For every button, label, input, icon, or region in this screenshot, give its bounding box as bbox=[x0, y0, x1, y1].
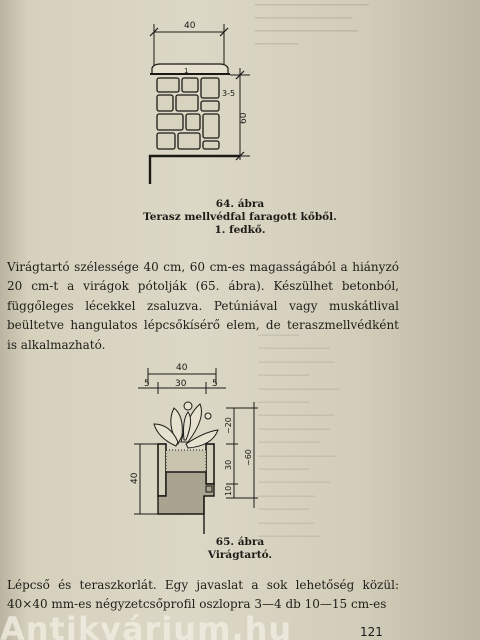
fig65-dim-side-left: 40 bbox=[130, 472, 140, 484]
figure-65-drawing bbox=[126, 358, 276, 534]
body-paragraph: Virágtartó szélessége 40 cm, 60 cm-es magasságából a hiányzó 20 cm-t a virágok pótolják (65. ábra). Készülhet betonból, függőleges lécekkel zsaluzva. Petúniával vagy muskátlival beültetve hangulatos lépcsőkísérő elem, de teraszmellvédként is alkalmazható. bbox=[7, 260, 399, 352]
fig65-dim-mid: 30 bbox=[175, 379, 187, 389]
bottom-paragraph: Lépcső és teraszkorlát. Egy javaslat a sok lehetőség közül: 40×40 mm-es négyzetcsőprofil oszlopra 3—4 db 10—15 cm-es bbox=[7, 578, 399, 611]
fig64-caption-number: 64. ábra bbox=[215, 198, 265, 210]
fig64-caption-title: Terasz mellvédfal faragott kőből. bbox=[143, 211, 337, 223]
watermark-text: Antikvárium.hu bbox=[0, 610, 293, 640]
fig65-dim-r-total: ~60 bbox=[244, 449, 253, 466]
antikvarium-watermark bbox=[0, 610, 480, 640]
fig65-dim-total: 40 bbox=[176, 363, 188, 373]
fig65-dim-r2: 30 bbox=[224, 459, 233, 470]
page-number: 121 bbox=[360, 625, 383, 639]
fig65-dim-right: 5 bbox=[212, 379, 218, 389]
fig64-dim-height: 60 bbox=[239, 112, 249, 124]
fig64-cap-label: 1 bbox=[184, 67, 189, 75]
fig65-caption-title: Virágtartó. bbox=[207, 549, 273, 561]
figure-64-caption bbox=[0, 198, 480, 237]
bleed-through-text: ───────────────────── ────────────────── ─────────────────── ──────── bbox=[255, 1, 369, 50]
figure-64-drawing bbox=[140, 14, 260, 194]
fig64-caption-sub: 1. fedkő. bbox=[214, 224, 266, 236]
fig64-dim-width: 40 bbox=[184, 21, 196, 31]
fig65-dim-r3: 10 bbox=[224, 485, 233, 496]
fig65-dim-r1: ~20 bbox=[224, 417, 233, 434]
fig65-caption-number: 65. ábra bbox=[215, 536, 265, 548]
figure-65-caption bbox=[0, 536, 480, 562]
fig64-dim-cap: 3-5 bbox=[222, 89, 236, 98]
bleed-through-text-right: ──────── ────────────── ─────────────── ────────── ──────────────── ────────── ─────────────── ────────────── ──────────── ─────────────── ────────── ────────────── ─────────── ────────── ─────────── ──────────── bbox=[258, 331, 340, 543]
fig65-dim-left: 5 bbox=[144, 379, 150, 389]
